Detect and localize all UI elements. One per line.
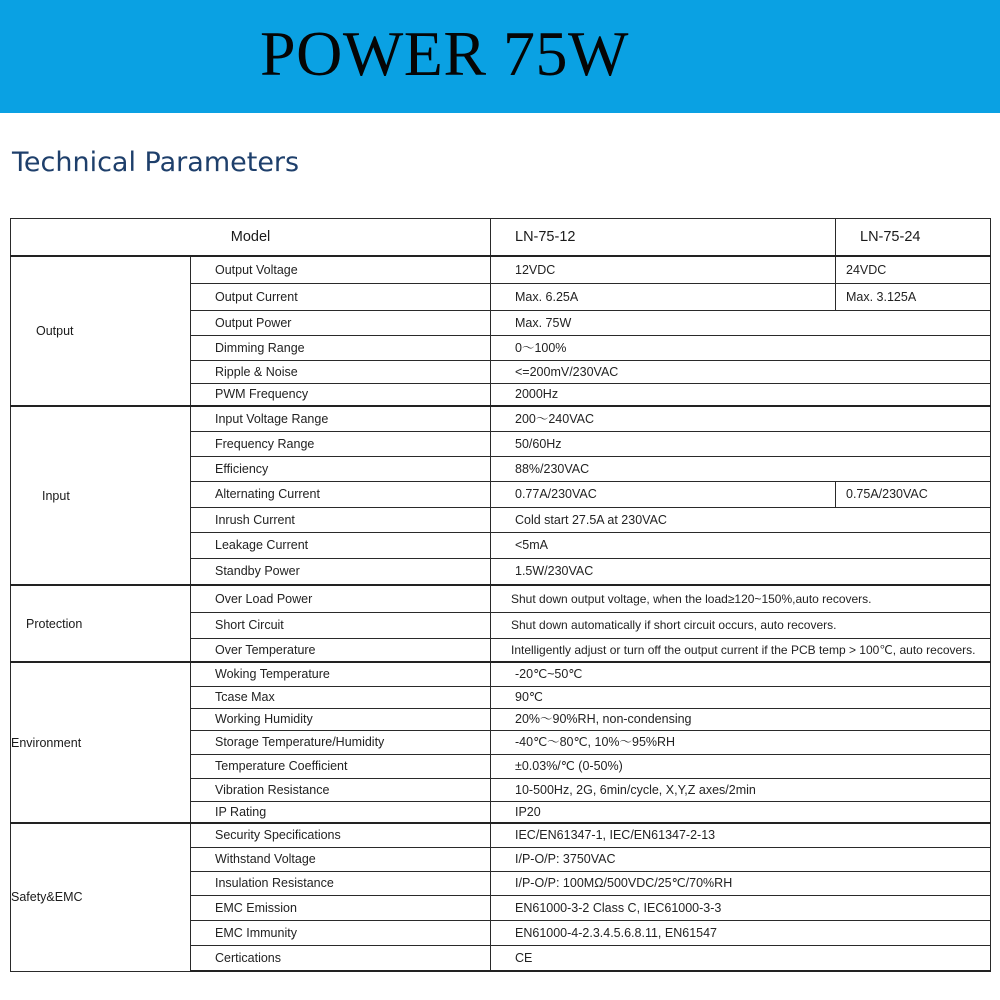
value-shared: Max. 75W	[491, 310, 991, 335]
model-header: Model	[11, 219, 491, 257]
model-column-12v: LN-75-12	[491, 219, 836, 257]
value-shared: I/P-O/P: 100MΩ/500VDC/25℃/70%RH	[491, 871, 991, 895]
value-shared: 88%/230VAC	[491, 456, 991, 481]
value-shared: Cold start 27.5A at 230VAC	[491, 507, 991, 532]
value-shared: 50/60Hz	[491, 431, 991, 456]
parameter-name: Frequency Range	[191, 431, 491, 456]
value-shared: <5mA	[491, 532, 991, 558]
value-ln-75-12: 12VDC	[491, 256, 836, 283]
parameter-name: PWM Frequency	[191, 383, 491, 406]
value-shared: EN61000-3-2 Class C, IEC61000-3-3	[491, 895, 991, 920]
title-banner	[0, 0, 1000, 113]
group-label: Safety&EMC	[11, 823, 191, 971]
value-shared: -20℃~50℃	[491, 662, 991, 686]
value-shared: 10-500Hz, 2G, 6min/cycle, X,Y,Z axes/2min	[491, 778, 991, 801]
table-row	[11, 585, 991, 612]
value-shared: Shut down output voltage, when the load≥120~150%,auto recovers.	[491, 585, 991, 612]
spec-table-body	[11, 256, 991, 971]
parameter-name: Tcase Max	[191, 686, 491, 708]
parameter-name: Dimming Range	[191, 335, 491, 360]
table-row	[11, 256, 991, 283]
value-shared: EN61000-4-2.3.4.5.6.8.11, EN61547	[491, 920, 991, 945]
value-shared: <=200mV/230VAC	[491, 360, 991, 383]
model-column-24v: LN-75-24	[836, 219, 991, 257]
value-ln-75-24: 0.75A/230VAC	[836, 481, 991, 507]
parameter-name: Over Temperature	[191, 638, 491, 662]
parameter-name: Working Humidity	[191, 708, 491, 730]
parameter-name: Alternating Current	[191, 481, 491, 507]
value-shared: -40℃～80℃, 10%～95%RH	[491, 730, 991, 754]
value-shared: 20%～90%RH, non-condensing	[491, 708, 991, 730]
parameter-name: Storage Temperature/Humidity	[191, 730, 491, 754]
parameter-name: IP Rating	[191, 801, 491, 823]
parameter-name: Withstand Voltage	[191, 847, 491, 871]
value-shared: ±0.03%/℃ (0-50%)	[491, 754, 991, 778]
parameter-name: Leakage Current	[191, 532, 491, 558]
group-label: Output	[11, 256, 191, 406]
table-header-row	[11, 219, 991, 257]
group-label: Input	[11, 406, 191, 585]
parameter-name: Output Power	[191, 310, 491, 335]
table-row	[11, 823, 991, 847]
parameter-name: Standby Power	[191, 558, 491, 585]
parameter-name: Efficiency	[191, 456, 491, 481]
spec-table	[10, 218, 991, 972]
table-row	[11, 406, 991, 431]
banner-title: POWER 75W	[260, 18, 629, 89]
parameter-name: Output Voltage	[191, 256, 491, 283]
value-shared: 2000Hz	[491, 383, 991, 406]
value-shared: 0～100%	[491, 335, 991, 360]
value-shared: Intelligently adjust or turn off the output current if the PCB temp > 100℃, auto recovers.	[491, 638, 991, 662]
parameter-name: Input Voltage Range	[191, 406, 491, 431]
value-ln-75-24: Max. 3.125A	[836, 283, 991, 310]
parameter-name: Short Circuit	[191, 612, 491, 638]
parameter-name: Insulation Resistance	[191, 871, 491, 895]
section-title: Technical Parameters	[12, 147, 300, 178]
value-shared: 200～240VAC	[491, 406, 991, 431]
value-shared: IP20	[491, 801, 991, 823]
parameter-name: Woking Temperature	[191, 662, 491, 686]
value-shared: CE	[491, 945, 991, 971]
parameter-name: Inrush Current	[191, 507, 491, 532]
parameter-name: EMC Immunity	[191, 920, 491, 945]
group-label: Protection	[11, 585, 191, 662]
group-label: Environment	[11, 662, 191, 823]
parameter-name: Over Load Power	[191, 585, 491, 612]
parameter-name: Ripple & Noise	[191, 360, 491, 383]
value-ln-75-24: 24VDC	[836, 256, 991, 283]
parameter-name: EMC Emission	[191, 895, 491, 920]
value-shared: 90℃	[491, 686, 991, 708]
value-shared: Shut down automatically if short circuit occurs, auto recovers.	[491, 612, 991, 638]
parameter-name: Vibration Resistance	[191, 778, 491, 801]
table-row	[11, 662, 991, 686]
parameter-name: Output Current	[191, 283, 491, 310]
parameter-name: Certications	[191, 945, 491, 971]
value-shared: 1.5W/230VAC	[491, 558, 991, 585]
value-shared: IEC/EN61347-1, IEC/EN61347-2-13	[491, 823, 991, 847]
value-ln-75-12: Max. 6.25A	[491, 283, 836, 310]
value-ln-75-12: 0.77A/230VAC	[491, 481, 836, 507]
parameter-name: Security Specifications	[191, 823, 491, 847]
parameter-name: Temperature Coefficient	[191, 754, 491, 778]
value-shared: I/P-O/P: 3750VAC	[491, 847, 991, 871]
